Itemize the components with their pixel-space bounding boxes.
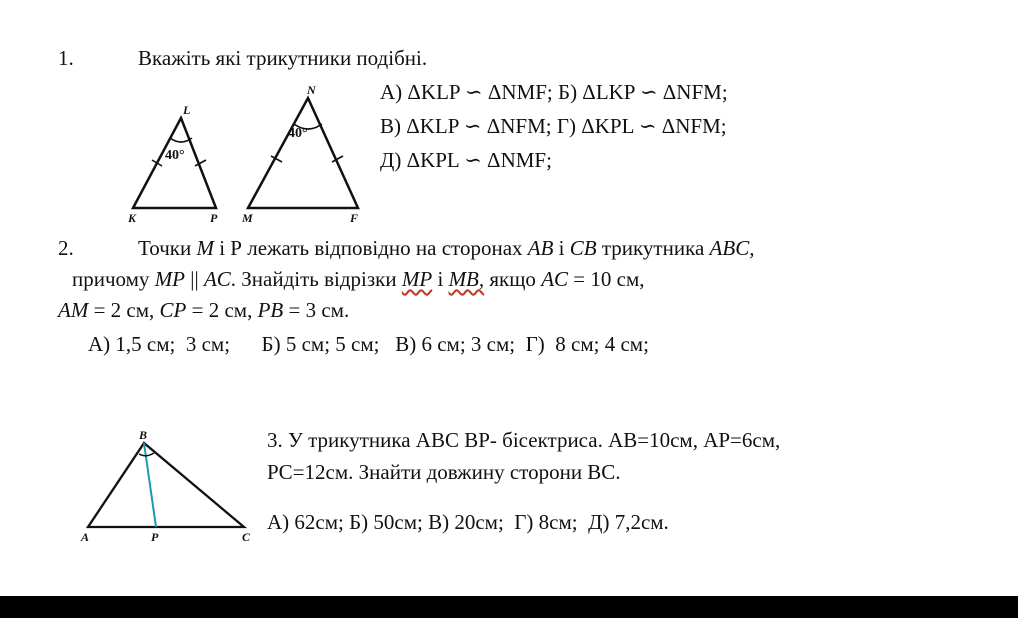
q3-line-1: 3. У трикутника ABC BP- бісектриса. AB=10см, AP=6см, xyxy=(267,428,781,452)
triangle-mnf xyxy=(248,98,358,208)
q2-line-3: AM = 2 см, CP = 2 см, PB = 3 см. xyxy=(58,298,350,322)
vertex-label-m: M xyxy=(242,211,253,225)
vertex-label-f: F xyxy=(350,211,359,225)
q1-option-line-3: Д) ΔKPL ∽ ΔNMF; xyxy=(380,148,552,172)
q2-line-1: Точки M і Р лежать відповідно на сторонах AB і CB трикутника ABC, xyxy=(138,236,755,260)
q1-option-line-2: В) ΔKLP ∽ ΔNFM; Г) ΔKPL ∽ ΔNFM; xyxy=(380,114,727,138)
bottom-black-bar xyxy=(0,596,1018,618)
triangle-abc xyxy=(88,443,244,527)
q2-line-2: причому MP || AC. Знайдіть відрізки MP і MB, якщо AC = 10 см, xyxy=(72,267,645,291)
q1-question: Вкажіть які трикутники подібні. xyxy=(138,46,428,70)
q3-line-2: PC=12см. Знайти довжину сторони BC. xyxy=(267,460,621,484)
vertex-label-b: B xyxy=(139,428,148,442)
q1-option-line-1: А) ΔKLP ∽ ΔNMF; Б) ΔLKP ∽ ΔNFM; xyxy=(380,80,728,104)
vertex-label-k: K xyxy=(128,211,137,225)
q3-options: А) 62см; Б) 50см; В) 20см; Г) 8см; Д) 7,2см. xyxy=(267,510,669,534)
vertex-label-a: A xyxy=(81,530,90,544)
triangle-klp xyxy=(133,118,216,208)
vertex-label-p3: P xyxy=(151,530,159,544)
vertex-label-l: L xyxy=(183,103,191,117)
q2-options: А) 1,5 см; 3 см; Б) 5 см; 5 см; В) 6 см; 3 см; Г) 8 см; 4 см; xyxy=(88,332,649,356)
angle-label-l: 40° xyxy=(165,148,185,163)
q2-number: 2. xyxy=(58,236,74,260)
vertex-label-p: P xyxy=(210,211,218,225)
vertex-label-c: C xyxy=(242,530,251,544)
angle-label-n: 40° xyxy=(288,126,308,141)
q1-number: 1. xyxy=(58,46,74,70)
q1-triangles-figure xyxy=(120,80,370,228)
vertex-label-n: N xyxy=(307,83,316,97)
q3-triangle-figure xyxy=(78,425,258,545)
